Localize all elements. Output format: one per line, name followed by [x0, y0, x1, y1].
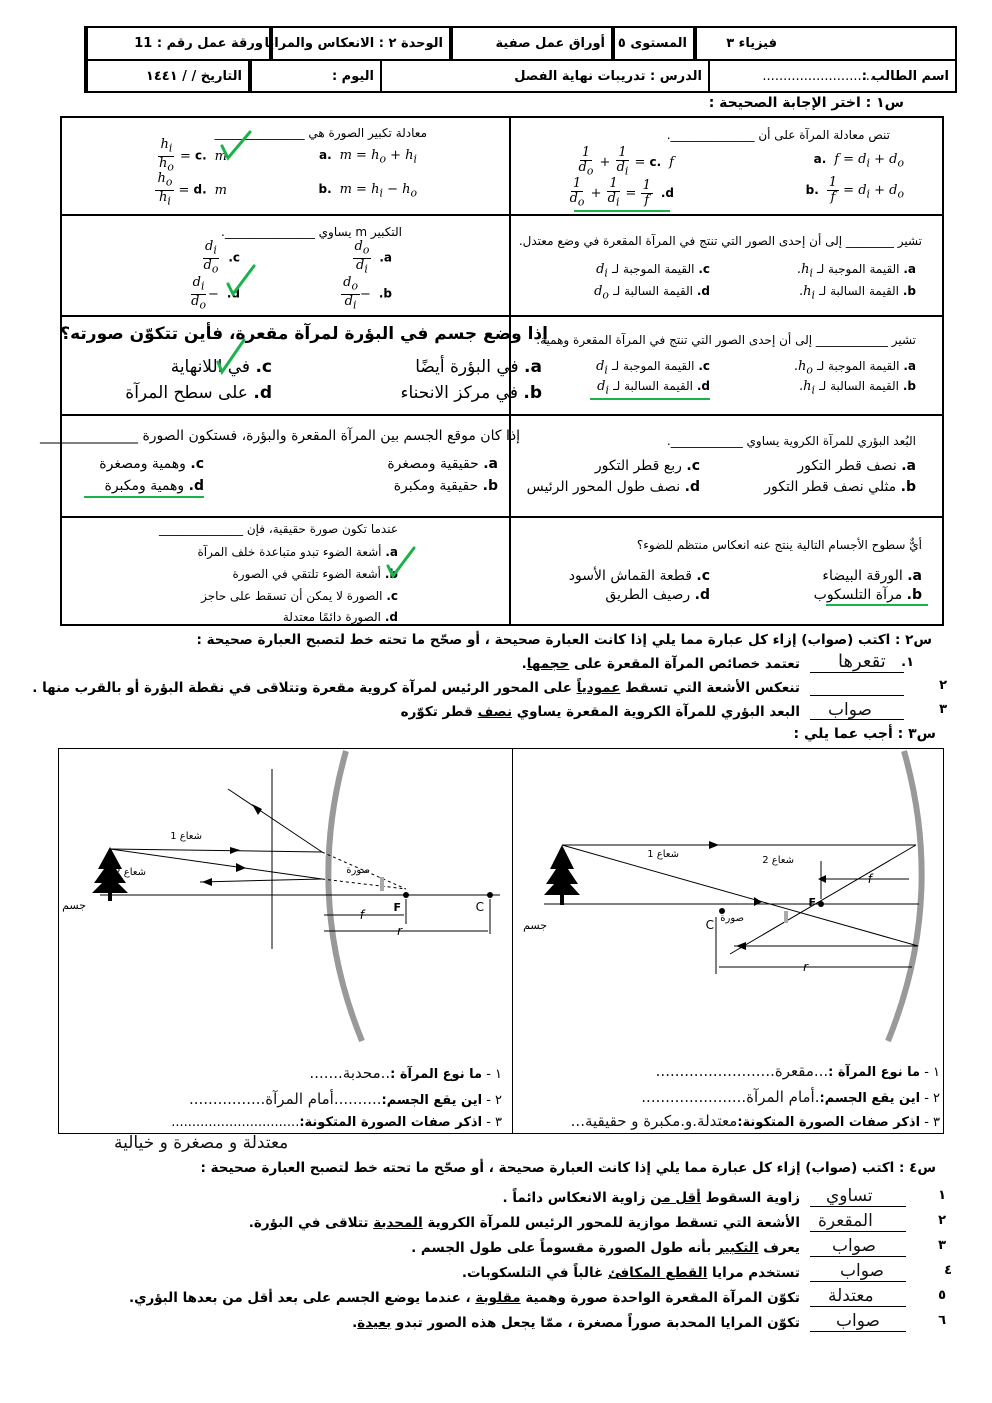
c3l-prompt: إذا وضع جسم في البؤرة لمرآة مقعرة، فأين تتكوّن صورته؟ — [60, 324, 548, 344]
grid-row-line-4 — [60, 516, 944, 518]
c3r-d-var: $d_i$ — [597, 379, 614, 397]
c2r-c-text: القيمة الموجبة لـ — [612, 262, 695, 276]
c5l-c-label: c. — [386, 589, 398, 603]
convex-mirror-diagram — [60, 749, 510, 1049]
c1l-c-eq: m = $\frac{h_i}{h_o}$ — [158, 137, 227, 174]
lq3-q: اذكر صفات الصورة المتكونة: — [299, 1115, 483, 1130]
c3l-option-b[interactable] — [400, 381, 542, 405]
q4-statement-1 — [503, 1190, 800, 1206]
c4r-d-text: نصف طول المحور الرئيس — [526, 479, 681, 495]
c2r-c-var: $d_i$ — [596, 262, 613, 280]
q2-statement-2 — [32, 680, 800, 696]
lbl-ray-1: شعاع 1 — [647, 849, 679, 860]
c1r-d-eq: $\frac{1}{f}$ = $\frac{1}{d_i}$ + $\frac{1}{d_o}$ — [569, 176, 651, 209]
lbl-ray-2: شعاع 2 — [762, 855, 794, 866]
q4-answer-5[interactable]: معتدلة — [828, 1286, 874, 1306]
c3l-option-d[interactable] — [125, 381, 272, 405]
q3-title: س٣ : أجب عما يلي : — [793, 726, 936, 742]
header-row-1 — [86, 28, 955, 61]
c2l-c-eq: $\frac{d_i}{d_o}$ — [203, 239, 219, 276]
c2r-d-text: القيمة السالبة لـ — [613, 284, 694, 298]
c2l-b-eq: − $\frac{d_o}{d_i}$ — [343, 275, 376, 312]
c3r-option-b[interactable] — [799, 377, 916, 400]
c4l-option-c[interactable] — [99, 454, 204, 474]
left-q2 — [189, 1090, 502, 1110]
c1l-b-eq: $m = h_i - h_o$ — [335, 182, 417, 200]
c4r-prompt: البُعد البؤري للمرآة الكروية يساوي ____________. — [666, 434, 916, 448]
c2l-d-eq: − $\frac{d_i}{d_o}$ — [191, 275, 224, 312]
c4r-option-c[interactable] — [595, 456, 700, 476]
lbl-r-2: r — [397, 924, 402, 938]
c3l-a-text: في البؤرة أيضًا — [415, 357, 519, 377]
c2r-c-label: c. — [698, 262, 710, 276]
grid-row-line-3 — [60, 414, 944, 416]
c5r-option-c[interactable] — [569, 566, 710, 586]
q4-title: س٤ : اكتب (صواب) إزاء كل عبارة مما يلي إذا كانت العبارة صحيحة ، أو صحّح ما تحته خط لتصبح العبارة صحيحة : — [200, 1160, 936, 1176]
q2-statement-1 — [522, 656, 800, 672]
header-subject: فيزياء ٣ — [695, 28, 783, 59]
rq3-num: ٣ - — [924, 1115, 940, 1130]
c1r-c-label: c. — [649, 154, 662, 169]
q2-num-3: ٣ — [939, 702, 947, 717]
rq3-q: اذكر صفات الصورة المتكونة: — [737, 1115, 921, 1130]
c4r-option-b[interactable] — [764, 477, 916, 497]
c4l-option-a[interactable] — [387, 454, 498, 474]
header-student-dots[interactable]: ........................... — [762, 69, 874, 84]
lbl-f: f — [867, 872, 872, 886]
c1r-option-d[interactable] — [568, 177, 674, 210]
left-q3-answer[interactable]: معتدلة و مصغرة و خيالية — [114, 1133, 289, 1153]
c1r-b-label: b. — [805, 183, 819, 197]
q2-title: س٢ : اكتب (صواب) إزاء كل عبارة مما يلي إذا كانت العبارة صحيحة ، أو صحّح ما تحته خط لتصبح العبارة صحيحة : — [196, 632, 932, 648]
q4-s2-b: تتلاقى في البؤرة. — [248, 1215, 374, 1231]
q4-s1-u: أقل من — [650, 1190, 701, 1206]
c4r-c-label: c. — [686, 458, 700, 474]
c1r-prompt: تنص معادلة المرآة على أن ______________. — [666, 128, 890, 142]
c1r-option-a[interactable] — [814, 150, 904, 173]
c4r-d-label: d. — [684, 479, 700, 495]
q4-s4-a: تستخدم مرايا — [707, 1265, 800, 1281]
c2l-d-label: d. — [226, 286, 240, 301]
q2-s2-b: على المحور الرئيس لمرآة كروية مقعرة وتتلاقى في نقطة البؤرة أو بالقرب منها . — [32, 680, 577, 696]
ray-2-reflected-arrow — [736, 942, 746, 950]
ray-2 — [562, 845, 918, 946]
q4-num-5: ٥ — [938, 1288, 946, 1303]
lbl-object: جسم — [523, 919, 547, 932]
c1r-b-eq: $\frac{1}{f}$ = $d_i + d_o$ — [828, 175, 904, 205]
right-q2 — [641, 1088, 940, 1108]
c5r-option-a[interactable] — [822, 566, 922, 586]
q4-s1-a: زاوية السقوط — [700, 1190, 800, 1206]
header-day: اليوم : — [250, 61, 380, 92]
q4-s4-u: القطع المكافئ — [607, 1265, 708, 1281]
ray-1-arrow — [709, 841, 719, 849]
q4-s2-a: الأشعة التي تسقط موازية للمحور الرئيس للمرآة الكروية — [422, 1215, 800, 1231]
ray-2b-reflected-arrow — [202, 878, 212, 886]
header-row-2 — [86, 61, 955, 92]
c4r-b-label: b. — [900, 479, 916, 495]
c5r-prompt: أيٌّ سطوح الأجسام التالية ينتج عنه انعكاس منتظم للضوء؟ — [636, 538, 922, 552]
c4r-b-text: مثلي نصف قطر التكور — [764, 479, 897, 495]
c3r-c-text: القيمة الموجبة لـ — [612, 359, 695, 373]
c4l-answer-underline — [84, 496, 204, 498]
c5l-prompt: عندما تكون صورة حقيقية، فإن ______________ — [159, 522, 398, 536]
c1l-a-eq: $m = h_o + h_i$ — [335, 148, 417, 166]
c2l-option-b[interactable] — [341, 276, 392, 312]
rq2-num: ٢ - — [924, 1091, 940, 1106]
c4r-a-text: نصف قطر التكور — [797, 458, 897, 474]
c4l-d-label: d. — [188, 478, 204, 494]
lbl-image: صورة — [720, 913, 744, 924]
c2r-d-label: d. — [696, 284, 710, 298]
c3r-a-label: a. — [903, 359, 916, 373]
lbl-ray-1b: شعاع 1 — [170, 831, 202, 842]
c3r-c-var: $d_i$ — [596, 359, 613, 377]
c1r-a-label: a. — [813, 152, 827, 166]
q2-s3-b: قطر تكوّره — [400, 704, 478, 720]
c1l-a-label: a. — [318, 148, 332, 162]
c2l-check-icon — [224, 262, 258, 298]
image-arrow-icon — [784, 911, 788, 923]
q4-s3-a: يعرف — [758, 1240, 800, 1256]
header-empty-cell — [783, 28, 955, 59]
c2l-c-label: c. — [228, 250, 240, 265]
rq2-q: اين يقع الجسم: — [819, 1091, 921, 1106]
c2r-b-var: $h_i$. — [798, 284, 820, 302]
c5r-b-label: b. — [906, 587, 922, 603]
c2r-b-label: b. — [902, 284, 916, 298]
rq2-a[interactable]: .أمام المرآة...................... — [641, 1088, 820, 1106]
c4r-a-label: a. — [901, 458, 916, 474]
lq1-num: ١ - — [486, 1067, 502, 1082]
c4l-a-text: حقيقية ومصغرة — [387, 456, 479, 472]
c5l-a-label: a. — [385, 545, 398, 559]
c3r-prompt: تشير ____________ إلى أن إحدى الصور التي تنتج في المرآة المقعرة وهمية. — [536, 333, 916, 347]
c3l-c-text: في اللانهاية — [170, 357, 251, 377]
c3r-answer-underline — [590, 398, 710, 400]
c1l-d-eq: m = $\frac{h_o}{h_i}$ — [157, 171, 227, 208]
c1r-c-eq: f = $\frac{1}{d_i}$ + $\frac{1}{d_o}$ — [578, 145, 674, 178]
c3l-d-label: d. — [253, 383, 272, 403]
c5r-d-label: d. — [694, 587, 710, 603]
q2-answer-line-2 — [810, 694, 904, 696]
lbl-image-2: صورة — [346, 865, 370, 876]
c2l-a-label: a. — [379, 250, 392, 265]
q4-answer-3[interactable]: صواب — [832, 1236, 876, 1256]
image-arrow-icon-2 — [380, 877, 384, 891]
left-q3 — [171, 1114, 502, 1132]
c3r-option-d[interactable] — [597, 377, 710, 400]
q4-statement-4 — [462, 1265, 800, 1281]
c2l-prompt: التكبير m يساوي _______________. — [221, 225, 402, 239]
q4-num-4: ٤ — [944, 1263, 952, 1278]
c4l-c-label: c. — [190, 456, 204, 472]
c3l-option-a[interactable] — [415, 355, 542, 379]
c5l-c-text: الصورة لا يمكن أن تسقط على حاجز — [201, 589, 383, 603]
q2-s1-a: تعتمد خصائص المرآة المقعرة على — [569, 656, 800, 672]
q1-title: س١ : اختر الإجابة الصحيحة : — [708, 95, 904, 111]
lq2-num: ٢ - — [486, 1093, 502, 1108]
ray-1b-reflected — [228, 789, 322, 852]
q4-s1-b: زاوية الانعكاس دائماً . — [502, 1190, 651, 1206]
lbl-F: F — [808, 896, 816, 909]
c4l-option-b[interactable] — [394, 476, 498, 496]
lbl-f-2: f — [359, 908, 364, 922]
q2-answer-3[interactable]: صواب — [828, 700, 872, 720]
q2-statement-3 — [401, 704, 800, 720]
c5l-option-b[interactable] — [232, 565, 398, 583]
concave-mirror-diagram — [514, 749, 942, 1049]
c3r-a-var: $h_o$. — [793, 359, 818, 377]
q4-answer-1[interactable]: تساوي — [826, 1186, 873, 1206]
c5r-a-text: الورقة البيضاء — [822, 568, 903, 584]
concave-mirror-icon — [888, 751, 922, 1041]
rq1-a[interactable]: ...مقعرة......................... — [655, 1062, 829, 1080]
lbl-ray-2b: شعاع 2 — [114, 867, 146, 878]
c1r-option-b[interactable] — [806, 176, 904, 205]
ray-1b-arrow — [230, 847, 240, 854]
c5l-b-text: أشعة الضوء تلتقي في الصورة — [232, 567, 382, 581]
q4-num-2: ٢ — [938, 1213, 946, 1228]
c3l-b-label: b. — [523, 383, 542, 403]
q2-s1-u: حجمها — [526, 656, 570, 672]
c3r-a-text: القيمة الموجبة لـ — [817, 359, 900, 373]
c5l-option-c[interactable] — [201, 587, 398, 605]
c2r-a-var: $h_i$. — [796, 262, 818, 280]
q4-s6-u: بعيدة — [357, 1315, 392, 1331]
c4l-a-label: a. — [483, 456, 498, 472]
lbl-object-2: جسم — [62, 899, 86, 912]
header-unit: الوحدة ٢ : الانعكاس والمرايا — [271, 28, 451, 59]
c5r-b-text: مرآة التلسكوب — [813, 587, 903, 603]
c2r-d-var: $d_o$ — [594, 284, 614, 302]
point-C-2 — [487, 892, 493, 898]
c5l-b-label: b. — [384, 567, 398, 581]
c1l-option-d[interactable] — [155, 172, 227, 208]
lq3-num: ٣ - — [486, 1115, 502, 1130]
c2r-prompt: تشير ________ إلى أن إحدى الصور التي تنتج في المرآة المقعرة في وضع معتدل. — [518, 234, 922, 248]
ray-2b-arrow — [236, 863, 246, 872]
c5l-check-icon — [384, 544, 418, 580]
q4-num-6: ٦ — [938, 1313, 946, 1328]
ray-1b — [110, 849, 322, 852]
q3-divider — [512, 748, 513, 1134]
c3r-b-label: b. — [902, 379, 916, 393]
c3l-check-icon — [212, 336, 248, 376]
c3r-d-text: القيمة السالبة لـ — [613, 379, 694, 393]
header-student-label: اسم الطالب : — [861, 69, 949, 84]
q4-s5-u: مقلوبة — [475, 1290, 521, 1306]
c2l-a-eq: $\frac{d_o}{d_i}$ — [354, 239, 370, 276]
c1l-d-label: d. — [193, 182, 207, 197]
c3r-b-var: $h_i$. — [798, 379, 820, 397]
q2-s1-b: . — [521, 656, 527, 672]
header-lesson: الدرس : تدريبات نهاية الفصل — [380, 61, 710, 92]
c5r-answer-underline — [826, 604, 928, 606]
c1l-prompt: معادلة تكبير الصورة هي _______________ — [214, 126, 427, 140]
header-level: المستوى ٥ — [613, 28, 695, 59]
c5l-d-label: d. — [384, 610, 398, 624]
c1l-option-a[interactable] — [319, 146, 417, 169]
c2r-a-text: القيمة الموجبة لـ — [817, 262, 900, 276]
grid-row-line-2 — [60, 315, 944, 317]
c1l-c-label: c. — [195, 148, 207, 163]
c5r-option-d[interactable] — [605, 585, 710, 605]
c5r-c-label: c. — [696, 568, 710, 584]
c3l-a-label: a. — [524, 357, 542, 377]
c2r-option-b[interactable] — [799, 282, 916, 305]
c1l-option-b[interactable] — [318, 180, 417, 203]
c1r-a-eq: $f = d_i + d_o$ — [830, 152, 904, 170]
tree-object-icon — [544, 845, 580, 905]
q4-s5-b: ، عندما يوضع الجسم على بعد أقل من بعدها البؤري. — [128, 1290, 476, 1306]
q4-statement-3 — [411, 1240, 800, 1256]
lbl-C: C — [705, 918, 714, 932]
q4-s2-u: المحدبة — [373, 1215, 423, 1231]
convex-mirror-icon — [328, 751, 362, 1041]
q2-num-1: ١. — [901, 655, 914, 670]
q2-answer-1[interactable]: تقعرها — [838, 651, 886, 672]
q2-s2-u: عمودياً — [576, 680, 621, 696]
q4-s3-b: بأنه طول الصورة مقسوماً على طول الجسم . — [411, 1240, 717, 1256]
lq2-a[interactable]: ..........أمام المرآة................ — [188, 1090, 382, 1108]
c4l-option-d[interactable] — [104, 476, 204, 496]
c5l-a-text: أشعة الضوء تبدو متباعدة خلف المرآة — [197, 545, 382, 559]
c5r-c-text: قطعة القماش الأسود — [568, 568, 692, 584]
c1r-d-label: d. — [660, 185, 674, 200]
q4-answer-2[interactable]: المقعرة — [818, 1211, 873, 1231]
q4-s5-a: تكوّن المرآة المقعرة الواحدة صورة وهمية — [520, 1290, 800, 1306]
lbl-r: r — [803, 960, 808, 974]
lq3-a[interactable]: ............................... — [171, 1115, 300, 1130]
c2r-b-text: القيمة السالبة لـ — [819, 284, 900, 298]
lq2-q: اين يقع الجسم: — [381, 1093, 483, 1108]
c4r-option-d[interactable] — [527, 477, 700, 497]
q4-statement-2 — [249, 1215, 800, 1231]
grid-row-line-1 — [60, 214, 944, 216]
c3r-c-label: c. — [698, 359, 710, 373]
c2r-option-d[interactable] — [594, 282, 710, 305]
c2r-option-c[interactable] — [596, 260, 710, 283]
lq1-q: ما نوع المرآة : — [390, 1067, 483, 1082]
c5r-d-text: رصيف الطريق — [605, 587, 691, 603]
point-F — [818, 901, 824, 907]
c5l-d-text: الصورة دائمًا معتدلة — [282, 610, 382, 624]
c2l-option-a[interactable] — [353, 240, 393, 276]
ray-2-arrow — [754, 897, 762, 906]
c3r-b-text: القيمة السالبة لـ — [819, 379, 900, 393]
q4-s3-u: التكبير — [716, 1240, 759, 1256]
point-F-2 — [403, 892, 409, 898]
c3l-c-label: c. — [255, 357, 272, 377]
q4-statement-5 — [129, 1290, 800, 1306]
header-worksheets: أوراق عمل صفية — [451, 28, 613, 59]
right-q3 — [571, 1112, 940, 1132]
q4-s4-b: غالباً في التلسكوبات. — [461, 1265, 608, 1281]
c5l-option-d[interactable] — [283, 608, 398, 626]
left-q1 — [309, 1064, 502, 1084]
q2-s3-a: البعد البؤري للمرآة الكروية المقعرة يساوي — [512, 704, 800, 720]
c3l-b-text: في مركز الانحناء — [400, 383, 518, 403]
right-q1 — [656, 1062, 940, 1082]
q2-s3-u: نصف — [477, 704, 513, 720]
ray-2b-reflected — [200, 879, 322, 882]
lq1-a[interactable]: ..محدبة....... — [309, 1064, 391, 1082]
c4l-b-text: حقيقية ومكبرة — [393, 478, 479, 494]
c4r-c-text: ربع قطر التكور — [594, 458, 682, 474]
header-sheet-no: ورقة عمل رقم : 11 — [86, 28, 271, 59]
c2r-a-label: a. — [903, 262, 916, 276]
c4l-prompt: إذا كان موقع الجسم بين المرآة المقعرة والبؤرة، فستكون الصورة ______________ — [40, 428, 520, 444]
q4-s6-a: تكوّن المرايا المحدبة صوراً مصغرة ، ممّا يجعل هذه الصور تبدو — [391, 1315, 800, 1331]
c4r-option-a[interactable] — [797, 456, 916, 476]
c3r-d-label: d. — [696, 379, 710, 393]
q2-num-2: ٢ — [939, 678, 947, 693]
c5r-a-label: a. — [907, 568, 922, 584]
worksheet-header — [84, 26, 957, 93]
q2-s2-a: تنعكس الأشعة التي تسقط — [620, 680, 800, 696]
lbl-F-2: F — [393, 901, 401, 914]
q4-num-1: ١ — [938, 1188, 946, 1203]
c1r-answer-underline — [574, 210, 670, 212]
ray-2b-virtual — [322, 879, 406, 889]
c1r-option-c[interactable] — [577, 146, 674, 179]
c1l-check-icon — [216, 128, 256, 164]
header-date: التاريخ / / ١٤٤١ — [86, 61, 250, 92]
q4-answer-4[interactable]: صواب — [840, 1261, 884, 1281]
q4-s6-b: . — [352, 1315, 358, 1331]
c2r-option-a[interactable] — [797, 260, 916, 283]
c2l-b-label: b. — [378, 286, 392, 301]
c5l-option-a[interactable] — [197, 543, 398, 561]
ray-1b-reflected-arrow — [252, 804, 262, 815]
f-arrow — [818, 875, 826, 883]
c5r-option-b[interactable] — [814, 585, 922, 605]
q4-num-3: ٣ — [938, 1238, 946, 1253]
c4l-d-text: وهمية ومكبرة — [104, 478, 185, 494]
c3l-d-text: على سطح المرآة — [125, 383, 248, 403]
rq1-num: ١ - — [924, 1065, 940, 1080]
c4l-c-text: وهمية ومصغرة — [99, 456, 186, 472]
q4-statement-6 — [352, 1315, 800, 1331]
c4l-b-label: b. — [482, 478, 498, 494]
q4-answer-6[interactable]: صواب — [836, 1311, 880, 1331]
lbl-C-2: C — [475, 900, 484, 914]
rq1-q: ما نوع المرآة : — [828, 1065, 921, 1080]
rq3-a[interactable]: معتدلة.و.مكبرة و حقيقية... — [570, 1112, 738, 1130]
c1l-b-label: b. — [318, 182, 332, 196]
